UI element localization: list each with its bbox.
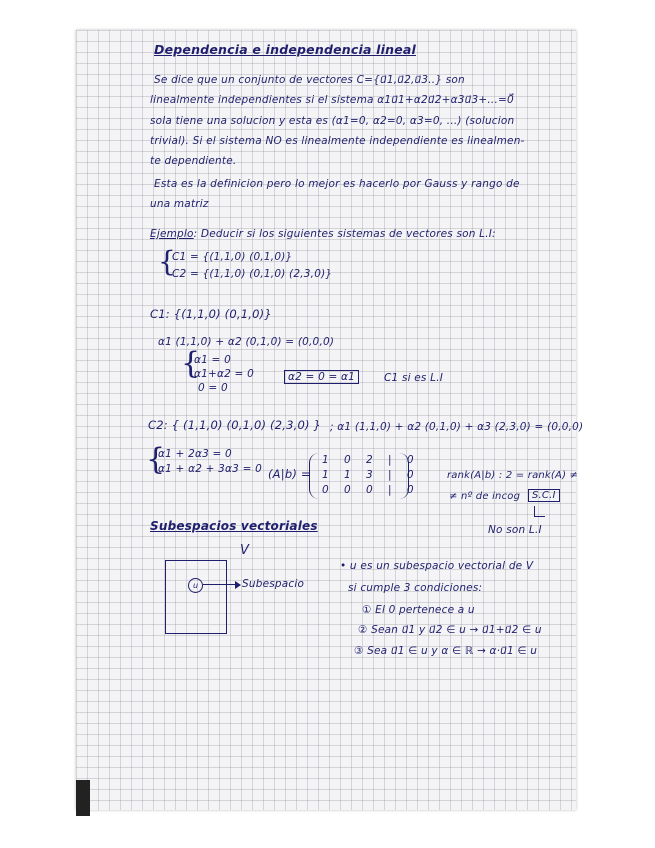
- unknowns-note: ≠ nº de incog: [449, 491, 521, 502]
- matrix-row: 1 0 2 | 0: [322, 454, 420, 466]
- c1-eq3: 0 = 0: [198, 382, 228, 394]
- page-title: Dependencia e independencia lineal: [154, 42, 417, 57]
- c2-eq1: α1 + 2α3 = 0: [158, 448, 232, 460]
- matrix-row: 1 1 3 | 0: [322, 469, 420, 481]
- example-c2: C2 = {(1,1,0) (0,1,0) (2,3,0)}: [172, 268, 333, 280]
- sci-box: S.C.I: [528, 489, 560, 502]
- c2-eq2: α1 + α2 + 3α3 = 0: [158, 463, 262, 475]
- definition-line: trivial). Si el sistema NO es linealmente independiente es linealmen-: [150, 135, 525, 147]
- subspace-intro: • u es un subespacio vectorial de V: [340, 560, 534, 572]
- c1-combination: α1 (1,1,0) + α2 (0,1,0) = (0,0,0): [158, 336, 335, 348]
- c2-set: C2: { (1,1,0) (0,1,0) (2,3,0) }: [148, 418, 322, 432]
- note-line: una matriz: [150, 198, 209, 210]
- example-c1: C1 = {(1,1,0) (0,1,0)}: [172, 251, 293, 263]
- example-brace: {: [158, 245, 176, 278]
- condition-3: ③ Sea u⃗1 ∈ u y α ∈ ℝ → α·u⃗1 ∈ u: [354, 645, 538, 657]
- condition-1: ① El 0 pertenece a u: [362, 604, 475, 616]
- c2-brace: {: [146, 442, 166, 477]
- c2-conclusion: No son L.I: [488, 524, 542, 536]
- c1-result-box: α2 = 0 = α1: [284, 370, 359, 384]
- c1-eq1: α1 = 0: [194, 354, 231, 366]
- condition-2: ② Sean u⃗1 y u⃗2 ∈ u → u⃗1+u⃗2 ∈ u: [358, 624, 542, 636]
- augmented-matrix: [309, 453, 420, 499]
- definition-line: Se dice que un conjunto de vectores C={u⃗1,u⃗2,u⃗3..} son: [154, 74, 465, 86]
- page-edge-shadow: [76, 780, 90, 816]
- subspace-intro: si cumple 3 condiciones:: [348, 582, 483, 594]
- note-line: Esta es la definicion pero lo mejor es hacerlo por Gauss y rango de: [154, 178, 520, 190]
- matrix-label: (A|b) =: [268, 467, 311, 481]
- arrow-icon: [203, 584, 239, 585]
- rank-statement: rank(A|b) : 2 = rank(A) ≠: [447, 470, 579, 481]
- vector-space-rectangle: [165, 560, 227, 634]
- example-prompt: : Deducir si los siguientes sistemas de vectores son L.I:: [193, 228, 496, 240]
- c1-eq2: α1+α2 = 0: [194, 368, 254, 380]
- subspaces-heading: Subespacios vectoriales: [150, 519, 318, 533]
- example-heading: Ejemplo: [150, 228, 194, 240]
- definition-line: te dependiente.: [150, 155, 237, 167]
- subspace-label: Subespacio: [242, 578, 305, 590]
- c2-combination: ; α1 (1,1,0) + α2 (0,1,0) + α3 (2,3,0) = (0,0,0): [330, 421, 584, 433]
- c1-brace: {: [181, 346, 201, 381]
- subspace-circle: u: [188, 578, 203, 593]
- bracket-mark: [534, 506, 545, 517]
- definition-line: linealmente independientes si el sistema α1u⃗1+α2u⃗2+α3u⃗3+...=0⃗: [150, 94, 514, 106]
- c1-set: C1: {(1,1,0) (0,1,0)}: [150, 307, 272, 321]
- example-label: [150, 228, 496, 240]
- matrix-row: 0 0 0 | 0: [322, 484, 420, 496]
- v-label: V: [240, 543, 250, 558]
- c1-conclusion: C1 si es L.I: [384, 372, 444, 384]
- definition-line: sola tiene una solucion y esta es (α1=0, α2=0, α3=0, ...) (solucion: [150, 115, 515, 127]
